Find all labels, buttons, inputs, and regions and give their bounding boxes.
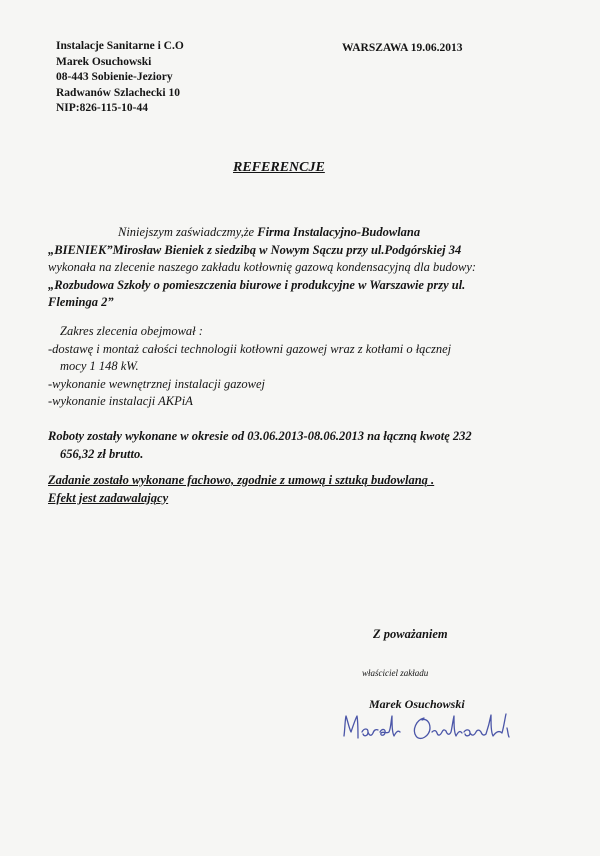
company-name-part: Firma Instalacyjno-Budowlana <box>257 225 421 239</box>
final-line-2: Efekt jest zadawalający <box>48 490 169 505</box>
works-line-2: 656,32 zł brutto. <box>60 446 144 461</box>
closing-signer-name: Marek Osuchowski <box>369 697 465 711</box>
intro-line-2: „BIENIEK”Mirosław Bieniek z siedzibą w Nowym Sączu przy ul.Podgórskiej 34 <box>48 242 462 257</box>
scope-item-1a: -dostawę i montaż całości technologii kotłowni gazowej wraz z kotłami o łącznej <box>48 341 452 356</box>
scope-item-2: -wykonanie wewnętrznej instalacji gazowej <box>48 376 265 391</box>
sender-block <box>56 39 184 117</box>
intro-line-1 <box>48 224 476 242</box>
sender-street: Radwanów Szlachecki 10 <box>56 86 180 99</box>
final-paragraph <box>48 472 434 507</box>
scope-item-1b: mocy 1 148 kW. <box>60 359 139 373</box>
works-line-1: Roboty zostały wykonane w okresie od 03.06.2013-08.06.2013 na łączną kwotę 232 <box>48 429 472 443</box>
intro-line-3: wykonała na zlecenie naszego zakładu kotłownię gazową kondensacyjną dla budowy: <box>48 260 477 274</box>
document-title: REFERENCJE <box>233 160 325 175</box>
works-paragraph <box>48 428 472 463</box>
intro-line-5: Fleminga 2” <box>48 295 114 309</box>
sender-name: Marek Osuchowski <box>56 55 152 68</box>
closing-owner-title: właściciel zakładu <box>362 668 429 678</box>
document-date: WARSZAWA 19.06.2013 <box>342 42 463 54</box>
scope-heading: Zakres zlecenia obejmował : <box>60 324 203 338</box>
intro-line-4: „Rozbudowa Szkoły o pomieszczenia biurowe i produkcyjne w Warszawie przy ul. <box>48 277 466 292</box>
sender-company: Instalacje Sanitarne i C.O <box>56 40 184 52</box>
handwritten-signature <box>336 706 526 756</box>
sender-nip: NIP:826-115-10-44 <box>56 102 148 114</box>
intro-paragraph <box>48 224 476 312</box>
final-line-1: Zadanie zostało wykonane fachowo, zgodnie z umową i sztuką budowlaną . <box>48 473 435 487</box>
intro-text: Niniejszym zaświadczmy,że <box>118 225 258 239</box>
sender-postal-city: 08-443 Sobienie-Jeziory <box>56 71 173 83</box>
scope-item-3: -wykonanie instalacji AKPiA <box>48 394 193 408</box>
scope-paragraph <box>48 323 451 411</box>
closing-regards: Z poważaniem <box>373 627 448 641</box>
